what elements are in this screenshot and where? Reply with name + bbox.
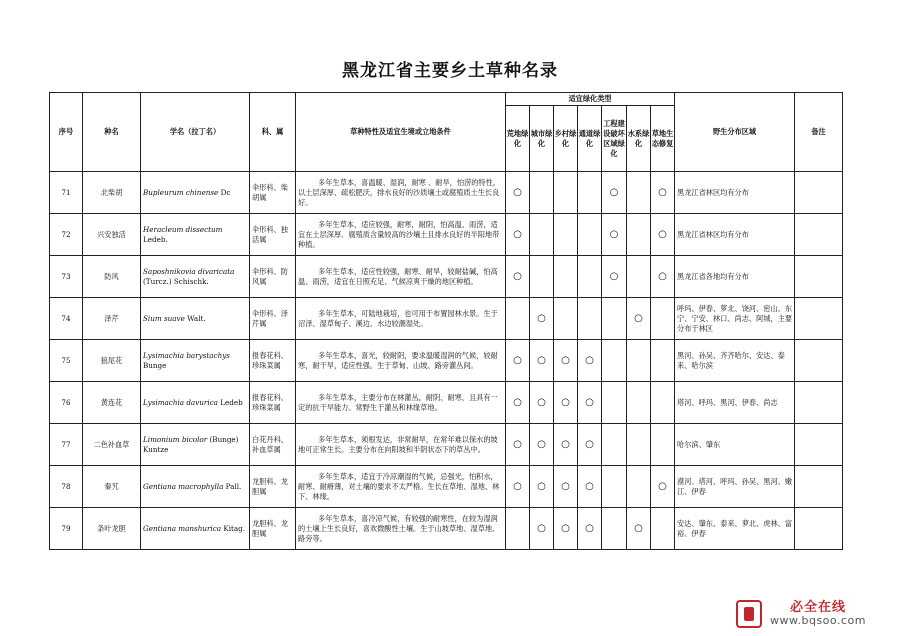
suitable-circle-icon: ○ [609,270,619,282]
suitable-circle-icon: ○ [561,396,570,408]
row-seq: 73 [50,256,83,298]
row-type-cell-6 [651,172,675,214]
row-type-cell-5 [627,256,651,298]
row-type-cell-5 [627,340,651,382]
row-type-cell-0 [506,424,530,466]
row-type-cell-0 [506,214,530,256]
header-species: 种名 [83,93,141,172]
row-type-cell-3 [578,256,602,298]
row-type-cell-2 [554,382,578,424]
row-distribution: 黑龙江省各地均有分布 [675,256,795,298]
table-row [50,466,843,508]
row-seq: 78 [50,466,83,508]
row-type-cell-6 [651,466,675,508]
row-type-cell-0 [506,172,530,214]
suitable-circle-icon: ○ [513,270,522,282]
table-row [50,214,843,256]
row-distribution: 黑河、孙吴、齐齐哈尔、安达、泰来、哈尔滨 [675,340,795,382]
row-type-cell-4 [602,340,627,382]
row-scientific-name [141,508,250,550]
suitable-circle-icon: ○ [561,438,570,450]
scientific-authority: (Bunge) Kuntze [143,434,239,454]
row-scientific-name [141,466,250,508]
row-seq: 75 [50,340,83,382]
row-scientific-name [141,382,250,424]
scientific-authority: Ledeb. [143,234,168,244]
row-scientific-name [141,256,250,298]
row-type-cell-6 [651,256,675,298]
header-family: 科、属 [250,93,296,172]
scientific-authority: Pall. [225,481,242,491]
header-type-2: 乡村绿化 [554,106,578,172]
row-seq: 74 [50,298,83,340]
table-row [50,424,843,466]
scientific-authority: Walt. [187,313,206,323]
watermark-site-name: 必全在线 [790,600,847,615]
row-distribution: 漠河、塔河、呼玛、孙吴、黑河、嫩江、伊春 [675,466,795,508]
scientific-genus-species: Sium suave [143,313,185,323]
table-row [50,172,843,214]
suitable-circle-icon: ○ [634,312,643,324]
row-remark [795,172,843,214]
table-row [50,256,843,298]
row-type-cell-6 [651,340,675,382]
row-type-cell-4 [602,466,627,508]
suitable-circle-icon: ○ [513,228,522,240]
row-type-cell-3 [578,508,602,550]
row-traits: 多年生草本，须根发达，非常耐旱，在常年难以保水的坡地可正常生长。主要分布在向阳坡和半阴状态下的草丛中。 [296,424,506,466]
row-traits: 多年生草本，喜冷凉气候，有较强的耐寒性，在较为湿润的土壤上生长良好，喜欢微酸性土壤。生于山坡草地、湿草地、路旁等。 [296,508,506,550]
row-type-cell-0 [506,508,530,550]
row-traits: 多年生草本，适宜于冷凉潮湿的气候，忌强光，怕积水，耐寒、耐瘠薄，对土壤的要求不太严格。生长在草地、湿地、林下、林缘。 [296,466,506,508]
row-remark [795,256,843,298]
row-type-cell-4 [602,508,627,550]
row-type-cell-3 [578,340,602,382]
row-remark [795,424,843,466]
row-traits: 多年生草本，可陆地栽培，也可用于布置园林水景。生于沼泽、湿草甸子、溪边、水边较潮湿处。 [296,298,506,340]
suitable-circle-icon: ○ [585,354,594,366]
scientific-genus-species: Lysimachia barystachys [143,350,230,360]
header-remarks: 备注 [795,93,843,172]
scientific-genus-species: Heracleum dissectum [143,224,223,234]
row-family: 报春花科、珍珠菜属 [250,382,296,424]
suitable-circle-icon: ○ [609,228,619,240]
row-family: 白花丹科、补血草属 [250,424,296,466]
header-distribution: 野生分布区域 [675,93,795,172]
row-type-cell-4 [602,382,627,424]
row-scientific-name [141,340,250,382]
row-type-cell-2 [554,508,578,550]
row-remark [795,466,843,508]
row-remark [795,214,843,256]
suitable-circle-icon: ○ [658,228,667,240]
header-scientific: 学名（拉丁名） [141,93,250,172]
row-distribution: 呼玛、伊春、萝北、饶河、密山、东宁、宁安、林口、尚志、阿城，主要分布于林区 [675,298,795,340]
scientific-authority: (Turcz.) Schischk. [143,276,209,286]
header-type-6: 草地生态修复 [651,106,675,172]
row-species-name: 防风 [83,256,141,298]
scientific-authority: Bunge [143,360,167,370]
row-family: 伞形科、防风属 [250,256,296,298]
row-type-cell-4 [602,214,627,256]
row-species-name: 条叶龙胆 [83,508,141,550]
table-row [50,340,843,382]
row-species-name: 兴安独活 [83,214,141,256]
row-seq: 76 [50,382,83,424]
suitable-circle-icon: ○ [609,186,619,198]
row-type-cell-1 [530,424,554,466]
row-distribution: 黑龙江省林区均有分布 [675,172,795,214]
row-type-cell-3 [578,214,602,256]
row-traits: 多年生草本，喜温暖、湿润，耐寒 、耐旱，怕涝的特性，以土层深厚、疏松肥沃，排水良好的沙质壤土或腐殖质土生长良好。 [296,172,506,214]
row-type-cell-0 [506,256,530,298]
row-type-cell-5 [627,172,651,214]
row-scientific-name [141,298,250,340]
suitable-circle-icon: ○ [537,480,546,492]
row-type-cell-6 [651,382,675,424]
row-seq: 71 [50,172,83,214]
row-type-cell-3 [578,172,602,214]
row-type-cell-5 [627,424,651,466]
row-type-cell-5 [627,508,651,550]
header-seq: 序号 [50,93,83,172]
row-remark [795,340,843,382]
header-type-3: 通道绿化 [578,106,602,172]
row-remark [795,508,843,550]
row-type-cell-4 [602,256,627,298]
row-species-name: 二色补血草 [83,424,141,466]
table-row [50,382,843,424]
row-species-name: 北柴胡 [83,172,141,214]
header-traits: 草种特性及适宜生境或立地条件 [296,93,506,172]
row-type-cell-1 [530,298,554,340]
row-type-cell-2 [554,466,578,508]
row-distribution: 安达、肇东、泰来、萝北、虎林、富裕、伊春 [675,508,795,550]
suitable-circle-icon: ○ [513,354,522,366]
suitable-circle-icon: ○ [513,480,522,492]
scientific-genus-species: Lysimachia davurica [143,397,218,407]
row-type-cell-3 [578,466,602,508]
watermark [736,596,896,630]
row-scientific-name [141,214,250,256]
row-type-cell-3 [578,424,602,466]
row-distribution: 塔河、呼玛、黑河、伊春、尚志 [675,382,795,424]
table-row [50,508,843,550]
row-type-cell-1 [530,508,554,550]
row-traits: 多年生草本，主要分布在林灌丛，耐阴、耐寒，且具有一定的抗干旱能力。常野生于灌丛和林缘草地。 [296,382,506,424]
row-type-cell-2 [554,424,578,466]
row-type-cell-1 [530,466,554,508]
suitable-circle-icon: ○ [585,522,594,534]
suitable-circle-icon: ○ [658,270,667,282]
row-type-cell-2 [554,172,578,214]
row-traits: 多年生草本，喜光，较耐阴，要求温暖湿润的气候，较耐寒，耐干旱，适应性强。生于草甸、山坡、路旁灌丛间。 [296,340,506,382]
row-species-name: 黄连花 [83,382,141,424]
header-type-1: 城市绿化 [530,106,554,172]
suitable-circle-icon: ○ [658,186,667,198]
suitable-circle-icon: ○ [561,354,570,366]
row-type-cell-1 [530,382,554,424]
suitable-circle-icon: ○ [585,480,594,492]
suitable-circle-icon: ○ [634,522,643,534]
suitable-circle-icon: ○ [537,354,546,366]
row-type-cell-2 [554,340,578,382]
suitable-circle-icon: ○ [537,438,546,450]
row-seq: 79 [50,508,83,550]
row-scientific-name [141,424,250,466]
row-type-cell-2 [554,298,578,340]
row-type-cell-5 [627,214,651,256]
row-remark [795,382,843,424]
row-type-cell-6 [651,214,675,256]
row-seq: 72 [50,214,83,256]
scientific-genus-species: Gentiana macrophylla [143,481,224,491]
row-species-name: 秦艽 [83,466,141,508]
row-type-cell-4 [602,172,627,214]
document-title: 黑龙江省主要乡土草种名录 [342,61,558,81]
watermark-url: www.bqsoo.com [770,614,866,627]
suitable-circle-icon: ○ [585,438,594,450]
row-traits: 多年生草本，适应较强，耐寒，耐阴，怕高温、雨涝，适宜在土层深厚、腐殖质含量较高的沙壤土且排水良好的半阳地带种植。 [296,214,506,256]
row-type-cell-6 [651,424,675,466]
row-type-cell-1 [530,256,554,298]
row-type-cell-5 [627,466,651,508]
row-species-name: 泽芹 [83,298,141,340]
suitable-circle-icon: ○ [537,396,546,408]
row-type-cell-6 [651,508,675,550]
suitable-circle-icon: ○ [561,522,570,534]
row-scientific-name [141,172,250,214]
row-type-cell-1 [530,214,554,256]
row-type-cell-0 [506,466,530,508]
row-type-cell-0 [506,382,530,424]
header-type-0: 荒地绿化 [506,106,530,172]
row-distribution: 哈尔滨、肇东 [675,424,795,466]
row-family: 龙胆科、龙胆属 [250,508,296,550]
row-type-cell-5 [627,382,651,424]
suitable-circle-icon: ○ [513,396,522,408]
table-row [50,298,843,340]
row-type-cell-0 [506,340,530,382]
row-family: 伞形科、柴胡属 [250,172,296,214]
row-species-name: 狼尾花 [83,340,141,382]
site-logo-icon [736,600,762,628]
suitable-circle-icon: ○ [585,396,594,408]
header-greening-type: 适宜绿化类型 [506,93,675,106]
header-type-4: 工程建设破坏区域绿化 [602,106,627,172]
row-family: 伞形科、独活属 [250,214,296,256]
row-type-cell-5 [627,298,651,340]
suitable-circle-icon: ○ [513,438,522,450]
row-seq: 77 [50,424,83,466]
row-distribution: 黑龙江省林区均有分布 [675,214,795,256]
row-type-cell-0 [506,298,530,340]
suitable-circle-icon: ○ [658,480,667,492]
species-table [49,92,843,550]
row-type-cell-6 [651,298,675,340]
scientific-genus-species: Saposhnikovia divaricata [143,266,235,276]
row-family: 龙胆科、龙胆属 [250,466,296,508]
row-family: 报春花科、珍珠菜属 [250,340,296,382]
row-type-cell-3 [578,382,602,424]
suitable-circle-icon: ○ [537,522,546,534]
row-type-cell-1 [530,340,554,382]
scientific-authority: Ledeb [220,397,243,407]
row-remark [795,298,843,340]
row-type-cell-2 [554,214,578,256]
row-family: 伞形科、泽芹属 [250,298,296,340]
header-type-5: 水系绿化 [627,106,651,172]
scientific-genus-species: Bupleurum chinense [143,187,219,197]
row-type-cell-2 [554,256,578,298]
row-traits: 多年生草本，适应性较强，耐寒、耐旱，较耐盐碱，怕高温、雨涝，适宜在日照充足、气候凉爽干燥的地区种植。 [296,256,506,298]
suitable-circle-icon: ○ [513,186,522,198]
scientific-genus-species: Gentiana manshurica [143,523,222,533]
row-type-cell-3 [578,298,602,340]
row-type-cell-1 [530,172,554,214]
row-type-cell-4 [602,298,627,340]
suitable-circle-icon: ○ [537,312,546,324]
scientific-authority: Kitag. [223,523,246,533]
scientific-authority: Dc [220,187,231,197]
suitable-circle-icon: ○ [561,480,570,492]
row-type-cell-4 [602,424,627,466]
scientific-genus-species: Limonium bicolor [143,434,208,444]
